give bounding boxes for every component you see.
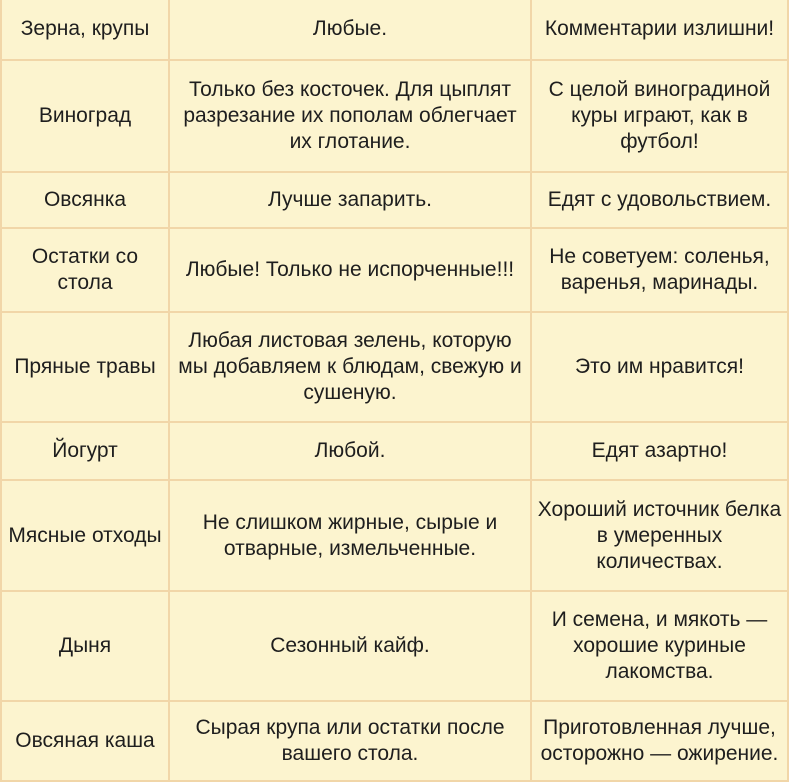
food-cell: Дыня (1, 591, 169, 701)
food-cell: Остатки со стола (1, 228, 169, 312)
food-cell: Зерна, крупы (1, 0, 169, 60)
table-row (1, 701, 788, 781)
comment-cell: Хороший источник белка в умеренных количествах. (531, 480, 788, 591)
table-row (1, 591, 788, 701)
food-cell: Йогурт (1, 422, 169, 480)
food-cell: Пряные травы (1, 312, 169, 422)
table-row (1, 228, 788, 312)
comment-cell: Приготовленная лучше, осторожно — ожирение. (531, 701, 788, 781)
comment-cell: Едят с удовольствием. (531, 172, 788, 228)
table-row (1, 60, 788, 172)
conditions-cell: Не слишком жирные, сырые и отварные, измельченные. (169, 480, 531, 591)
food-cell: Виноград (1, 60, 169, 172)
conditions-cell: Только без косточек. Для цыплят разрезание их пополам облегчает их глотание. (169, 60, 531, 172)
comment-cell: Это им нравится! (531, 312, 788, 422)
table-row (1, 172, 788, 228)
conditions-cell: Любые. (169, 0, 531, 60)
conditions-cell: Сезонный кайф. (169, 591, 531, 701)
conditions-cell: Любой. (169, 422, 531, 480)
table-row (1, 0, 788, 60)
comment-cell: С целой виноградиной куры играют, как в футбол! (531, 60, 788, 172)
conditions-cell: Сырая крупа или остатки после вашего стола. (169, 701, 531, 781)
food-cell: Овсянка (1, 172, 169, 228)
table-row (1, 312, 788, 422)
conditions-cell: Любые! Только не испорченные!!! (169, 228, 531, 312)
conditions-cell: Лучше запарить. (169, 172, 531, 228)
comment-cell: Едят азартно! (531, 422, 788, 480)
food-cell: Мясные отходы (1, 480, 169, 591)
comment-cell: Не советуем: соленья, варенья, маринады. (531, 228, 788, 312)
conditions-cell: Любая листовая зелень, которую мы добавляем к блюдам, свежую и сушеную. (169, 312, 531, 422)
comment-cell: Комментарии излишни! (531, 0, 788, 60)
table-row (1, 422, 788, 480)
comment-cell: И семена, и мякоть — хорошие куриные лакомства. (531, 591, 788, 701)
table-row (1, 480, 788, 591)
food-cell: Овсяная каша (1, 701, 169, 781)
